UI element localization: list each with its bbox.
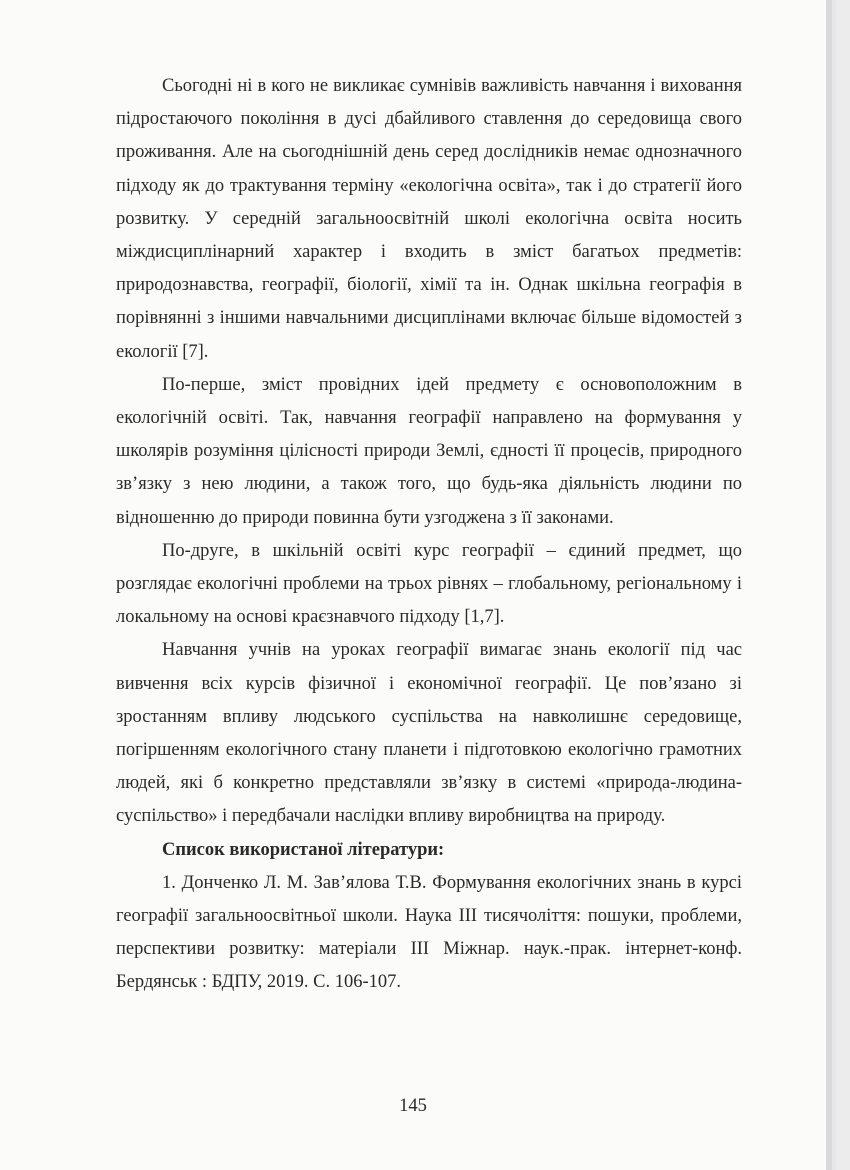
references-heading: Список використаної літератури:	[162, 839, 445, 860]
reference-item: 1. Донченко Л. М. Зав’ялова Т.В. Формування екологічних знань в курсі географії загальноосвітньої школи. Наука ІІІ тисячоліття: пошуки, проблеми, перспективи розвитку: матеріали ІІІ Міжнар. наук.-прак. інтернет-конф. Бердянськ : БДПУ, 2019. С. 106-107.	[116, 872, 742, 993]
body-text	[116, 70, 742, 1000]
paragraph-3: По-друге, в шкільній освіті курс географії – єдиний предмет, що розглядає екологічні проблеми на трьох рівнях – глобальному, регіональному і локальному на основі краєзнавчого підходу [1,7].	[116, 540, 742, 628]
paragraph-2: По-перше, зміст провідних ідей предмету є основоположним в екологічній освіті. Так, навчання географії направлено на формування у школярів розуміння цілісності природи Землі, єдності її процесів, природного зв’язку з нею людини, а також того, що будь-яка діяльність людини по відношенню до природи повинна бути узгоджена з її законами.	[116, 374, 742, 528]
paragraph-1: Сьогодні ні в кого не викликає сумнівів важливість навчання і виховання підростаючого покоління в дусі дбайливого ставлення до середовища свого проживання. Але на сьогоднішній день серед дослідників немає однозначного підходу як до трактування терміну «екологічна освіта», так і до стратегії його розвитку. У середній загальноосвітній школі екологічна освіта носить міждисциплінарний характер і входить в зміст багатьох предметів: природознавства, географії, біології, хімії та ін. Однак шкільна географія в порівнянні з іншими навчальними дисциплінами включає більше відомостей з екології [7].	[116, 76, 742, 362]
paragraph-4: Навчання учнів на уроках географії вимагає знань екології під час вивчення всіх курсів фізичної і економічної географії. Це пов’язано зі зростанням впливу людського суспільства на навколишнє середовище, погіршенням екологічного стану планети і підготовкою екологічно грамотних людей, які б конкретно представляли зв’язку в системі «природа-людина-суспільство» і передбачали наслідки впливу виробництва на природу.	[116, 640, 742, 827]
page-number: 145	[399, 1096, 427, 1116]
